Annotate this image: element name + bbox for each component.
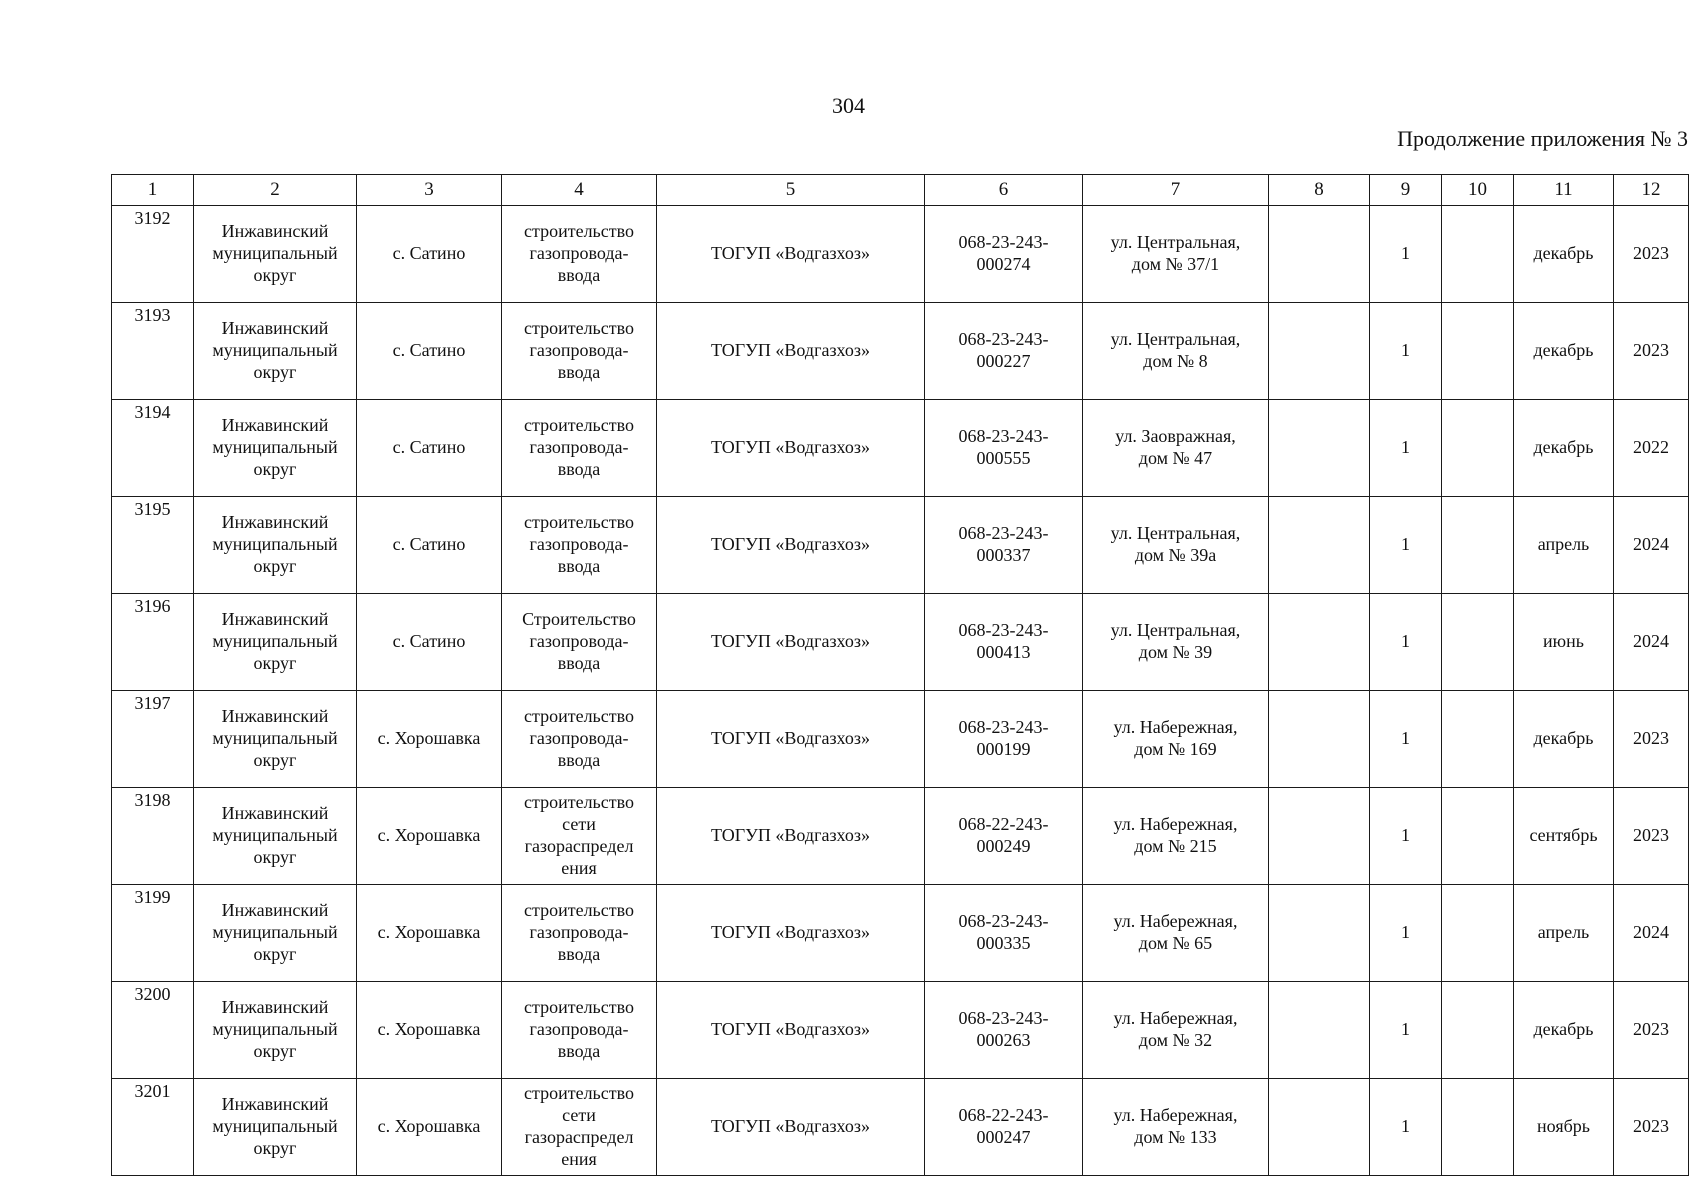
row-number: [112, 788, 194, 885]
row-number: [112, 206, 194, 303]
district-cell-text: Инжавинский муниципальный округ: [212, 1094, 338, 1158]
locality-cell: [357, 497, 502, 594]
row-number-text: 3195: [134, 499, 171, 519]
year-cell-text: 2023: [1633, 243, 1669, 264]
district-cell: [194, 497, 357, 594]
table-row: [112, 594, 1689, 691]
locality-cell: [357, 691, 502, 788]
month-cell-text: апрель: [1537, 922, 1590, 943]
row-number-text: 3201: [134, 1081, 171, 1101]
district-cell: [194, 982, 357, 1079]
address-cell: [1083, 885, 1269, 982]
address-cell: [1083, 400, 1269, 497]
column-header-12: 12: [1614, 175, 1689, 206]
locality-cell-text: с. Сатино: [392, 437, 466, 458]
quantity-cell-text: 1: [1401, 1116, 1410, 1137]
row-number-text: 3196: [134, 596, 171, 616]
month-cell-text: июнь: [1543, 631, 1584, 652]
row-number: [112, 497, 194, 594]
application-code-cell-text: 068-23-243- 000555: [958, 426, 1049, 468]
column-10-cell: [1442, 982, 1514, 1079]
column-10-cell: [1442, 885, 1514, 982]
quantity-cell-text: 1: [1401, 1019, 1410, 1040]
month-cell-text: декабрь: [1533, 340, 1594, 361]
work-type-cell: [502, 594, 657, 691]
work-type-cell-text: строительство сети газораспредел ения: [524, 792, 634, 878]
row-number-text: 3194: [134, 402, 171, 422]
table-row: [112, 885, 1689, 982]
locality-cell-text: с. Сатино: [392, 534, 466, 555]
organization-cell-text: ТОГУП «Водгазхоз»: [711, 340, 870, 361]
address-cell-text: ул. Набережная, дом № 169: [1113, 717, 1238, 759]
district-cell: [194, 303, 357, 400]
row-number: [112, 1079, 194, 1176]
locality-cell: [357, 400, 502, 497]
table-row: [112, 691, 1689, 788]
district-cell-text: Инжавинский муниципальный округ: [212, 221, 338, 285]
year-cell-text: 2024: [1633, 534, 1669, 555]
year-cell-text: 2023: [1633, 1116, 1669, 1137]
locality-cell: [357, 206, 502, 303]
column-10-cell: [1442, 206, 1514, 303]
work-type-cell-text: строительство газопровода- ввода: [524, 221, 634, 285]
organization-cell: [657, 1079, 925, 1176]
work-type-cell: [502, 206, 657, 303]
district-cell-text: Инжавинский муниципальный округ: [212, 803, 338, 867]
year-cell: [1614, 303, 1689, 400]
work-type-cell-text: строительство газопровода- ввода: [524, 706, 634, 770]
year-cell: [1614, 594, 1689, 691]
year-cell: [1614, 885, 1689, 982]
quantity-cell-text: 1: [1401, 922, 1410, 943]
application-code-cell: [925, 788, 1083, 885]
quantity-cell-text: 1: [1401, 631, 1410, 652]
appendix-continuation-note: Продолжение приложения № 3: [1397, 126, 1688, 151]
column-header-3: 3: [357, 175, 502, 206]
organization-cell-text: ТОГУП «Водгазхоз»: [711, 922, 870, 943]
address-cell-text: ул. Заовражная, дом № 47: [1115, 426, 1236, 468]
organization-cell: [657, 206, 925, 303]
column-8-cell: [1269, 885, 1370, 982]
district-cell-text: Инжавинский муниципальный округ: [212, 415, 338, 479]
month-cell: [1514, 691, 1614, 788]
row-number-text: 3192: [134, 208, 171, 228]
table-row: [112, 497, 1689, 594]
organization-cell: [657, 400, 925, 497]
month-cell: [1514, 206, 1614, 303]
application-code-cell-text: 068-23-243- 000199: [958, 717, 1049, 759]
row-number-text: 3199: [134, 887, 171, 907]
month-cell: [1514, 885, 1614, 982]
locality-cell-text: с. Хорошавка: [377, 1116, 481, 1137]
district-cell: [194, 594, 357, 691]
application-code-cell-text: 068-23-243- 000227: [958, 329, 1049, 371]
month-cell-text: декабрь: [1533, 728, 1594, 749]
application-code-cell: [925, 982, 1083, 1079]
district-cell-text: Инжавинский муниципальный округ: [212, 318, 338, 382]
month-cell: [1514, 788, 1614, 885]
organization-cell-text: ТОГУП «Водгазхоз»: [711, 631, 870, 652]
year-cell-text: 2023: [1633, 1019, 1669, 1040]
locality-cell-text: с. Хорошавка: [377, 825, 481, 846]
address-cell: [1083, 497, 1269, 594]
row-number: [112, 691, 194, 788]
year-cell: [1614, 400, 1689, 497]
year-cell: [1614, 206, 1689, 303]
application-code-cell-text: 068-23-243- 000335: [958, 911, 1049, 953]
column-header-2: 2: [194, 175, 357, 206]
month-cell-text: декабрь: [1533, 437, 1594, 458]
work-type-cell-text: строительство газопровода- ввода: [524, 318, 634, 382]
district-cell: [194, 400, 357, 497]
column-header-9: 9: [1370, 175, 1442, 206]
address-cell-text: ул. Центральная, дом № 37/1: [1110, 232, 1241, 274]
table-row: [112, 400, 1689, 497]
work-type-cell: [502, 982, 657, 1079]
table-row: [112, 982, 1689, 1079]
month-cell: [1514, 1079, 1614, 1176]
locality-cell: [357, 594, 502, 691]
application-code-cell-text: 068-23-243- 000263: [958, 1008, 1049, 1050]
application-code-cell: [925, 1079, 1083, 1176]
locality-cell: [357, 1079, 502, 1176]
month-cell: [1514, 303, 1614, 400]
column-8-cell: [1269, 206, 1370, 303]
row-number-text: 3193: [134, 305, 171, 325]
year-cell-text: 2023: [1633, 340, 1669, 361]
address-cell: [1083, 594, 1269, 691]
address-cell: [1083, 206, 1269, 303]
work-type-cell: [502, 400, 657, 497]
table-row: [112, 303, 1689, 400]
district-cell: [194, 1079, 357, 1176]
organization-cell: [657, 594, 925, 691]
column-header-1: 1: [112, 175, 194, 206]
address-cell-text: ул. Центральная, дом № 8: [1110, 329, 1241, 371]
organization-cell: [657, 982, 925, 1079]
locality-cell: [357, 982, 502, 1079]
column-8-cell: [1269, 788, 1370, 885]
locality-cell-text: с. Хорошавка: [377, 1019, 481, 1040]
address-cell-text: ул. Набережная, дом № 32: [1113, 1008, 1238, 1050]
district-cell: [194, 691, 357, 788]
row-number-text: 3198: [134, 790, 171, 810]
month-cell-text: ноябрь: [1537, 1116, 1590, 1137]
address-cell-text: ул. Набережная, дом № 65: [1113, 911, 1238, 953]
column-header-10: 10: [1442, 175, 1514, 206]
year-cell-text: 2024: [1633, 922, 1669, 943]
district-cell: [194, 206, 357, 303]
work-type-cell: [502, 691, 657, 788]
work-type-cell: [502, 788, 657, 885]
month-cell-text: декабрь: [1533, 1019, 1594, 1040]
address-cell: [1083, 303, 1269, 400]
row-number: [112, 594, 194, 691]
application-code-cell: [925, 303, 1083, 400]
month-cell: [1514, 497, 1614, 594]
table-row: [112, 788, 1689, 885]
table-row: [112, 1079, 1689, 1176]
column-header-8: 8: [1269, 175, 1370, 206]
locality-cell: [357, 885, 502, 982]
locality-cell-text: с. Хорошавка: [377, 922, 481, 943]
organization-cell-text: ТОГУП «Водгазхоз»: [711, 1116, 870, 1137]
year-cell-text: 2023: [1633, 825, 1669, 846]
application-code-cell: [925, 885, 1083, 982]
row-number: [112, 400, 194, 497]
application-code-cell: [925, 594, 1083, 691]
row-number-text: 3200: [134, 984, 171, 1004]
work-type-cell-text: Строительство газопровода- ввода: [522, 609, 636, 673]
application-code-cell: [925, 400, 1083, 497]
locality-cell: [357, 788, 502, 885]
work-type-cell-text: строительство газопровода- ввода: [524, 900, 634, 964]
organization-cell: [657, 885, 925, 982]
organization-cell-text: ТОГУП «Водгазхоз»: [711, 728, 870, 749]
quantity-cell: [1370, 497, 1442, 594]
application-code-cell: [925, 206, 1083, 303]
work-type-cell: [502, 885, 657, 982]
year-cell-text: 2022: [1633, 437, 1669, 458]
column-header-4: 4: [502, 175, 657, 206]
work-type-cell: [502, 1079, 657, 1176]
column-8-cell: [1269, 594, 1370, 691]
address-cell-text: ул. Набережная, дом № 215: [1113, 814, 1238, 856]
quantity-cell: [1370, 206, 1442, 303]
year-cell: [1614, 1079, 1689, 1176]
column-10-cell: [1442, 497, 1514, 594]
organization-cell: [657, 788, 925, 885]
application-code-cell-text: 068-22-243- 000249: [958, 814, 1049, 856]
page-number: 304: [832, 93, 865, 118]
organization-cell-text: ТОГУП «Водгазхоз»: [711, 243, 870, 264]
locality-cell: [357, 303, 502, 400]
quantity-cell: [1370, 691, 1442, 788]
address-cell: [1083, 982, 1269, 1079]
quantity-cell: [1370, 400, 1442, 497]
work-type-cell-text: строительство газопровода- ввода: [524, 512, 634, 576]
year-cell: [1614, 788, 1689, 885]
column-10-cell: [1442, 1079, 1514, 1176]
row-number: [112, 982, 194, 1079]
work-type-cell-text: строительство сети газораспредел ения: [524, 1083, 634, 1169]
quantity-cell: [1370, 885, 1442, 982]
work-type-cell: [502, 303, 657, 400]
locality-cell-text: с. Сатино: [392, 340, 466, 361]
column-10-cell: [1442, 788, 1514, 885]
year-cell: [1614, 982, 1689, 1079]
application-code-cell-text: 068-22-243- 000247: [958, 1105, 1049, 1147]
column-header-5: 5: [657, 175, 925, 206]
table-row: [112, 206, 1689, 303]
column-10-cell: [1442, 400, 1514, 497]
organization-cell: [657, 691, 925, 788]
column-10-cell: [1442, 691, 1514, 788]
quantity-cell-text: 1: [1401, 437, 1410, 458]
application-code-cell-text: 068-23-243- 000413: [958, 620, 1049, 662]
district-cell-text: Инжавинский муниципальный округ: [212, 609, 338, 673]
address-cell: [1083, 1079, 1269, 1176]
application-code-cell-text: 068-23-243- 000274: [958, 232, 1049, 274]
quantity-cell-text: 1: [1401, 534, 1410, 555]
month-cell-text: апрель: [1537, 534, 1590, 555]
year-cell-text: 2023: [1633, 728, 1669, 749]
district-cell-text: Инжавинский муниципальный округ: [212, 512, 338, 576]
application-code-cell-text: 068-23-243- 000337: [958, 523, 1049, 565]
work-type-cell-text: строительство газопровода- ввода: [524, 997, 634, 1061]
year-cell: [1614, 497, 1689, 594]
quantity-cell: [1370, 982, 1442, 1079]
address-cell-text: ул. Центральная, дом № 39: [1110, 620, 1241, 662]
month-cell-text: сентябрь: [1529, 825, 1598, 846]
district-cell-text: Инжавинский муниципальный округ: [212, 900, 338, 964]
quantity-cell-text: 1: [1401, 243, 1410, 264]
quantity-cell-text: 1: [1401, 340, 1410, 361]
quantity-cell: [1370, 594, 1442, 691]
district-cell-text: Инжавинский муниципальный округ: [212, 997, 338, 1061]
month-cell: [1514, 400, 1614, 497]
quantity-cell: [1370, 1079, 1442, 1176]
column-header-11: 11: [1514, 175, 1614, 206]
address-cell: [1083, 788, 1269, 885]
work-type-cell-text: строительство газопровода- ввода: [524, 415, 634, 479]
row-number: [112, 885, 194, 982]
organization-cell: [657, 303, 925, 400]
table-header-row: [112, 175, 1689, 206]
column-8-cell: [1269, 497, 1370, 594]
organization-cell-text: ТОГУП «Водгазхоз»: [711, 1019, 870, 1040]
district-cell: [194, 788, 357, 885]
column-10-cell: [1442, 303, 1514, 400]
row-number-text: 3197: [134, 693, 171, 713]
month-cell-text: декабрь: [1533, 243, 1594, 264]
application-code-cell: [925, 691, 1083, 788]
month-cell: [1514, 982, 1614, 1079]
column-8-cell: [1269, 982, 1370, 1079]
year-cell-text: 2024: [1633, 631, 1669, 652]
application-code-cell: [925, 497, 1083, 594]
row-number: [112, 303, 194, 400]
organization-cell-text: ТОГУП «Водгазхоз»: [711, 437, 870, 458]
locality-cell-text: с. Хорошавка: [377, 728, 481, 749]
column-header-6: 6: [925, 175, 1083, 206]
gas-connection-table: [111, 174, 1689, 1176]
address-cell: [1083, 691, 1269, 788]
column-header-7: 7: [1083, 175, 1269, 206]
year-cell: [1614, 691, 1689, 788]
organization-cell-text: ТОГУП «Водгазхоз»: [711, 534, 870, 555]
column-8-cell: [1269, 400, 1370, 497]
locality-cell-text: с. Сатино: [392, 243, 466, 264]
organization-cell-text: ТОГУП «Водгазхоз»: [711, 825, 870, 846]
district-cell: [194, 885, 357, 982]
quantity-cell: [1370, 788, 1442, 885]
locality-cell-text: с. Сатино: [392, 631, 466, 652]
column-8-cell: [1269, 691, 1370, 788]
district-cell-text: Инжавинский муниципальный округ: [212, 706, 338, 770]
month-cell: [1514, 594, 1614, 691]
organization-cell: [657, 497, 925, 594]
address-cell-text: ул. Набережная, дом № 133: [1113, 1105, 1238, 1147]
address-cell-text: ул. Центральная, дом № 39а: [1110, 523, 1241, 565]
quantity-cell-text: 1: [1401, 728, 1410, 749]
quantity-cell-text: 1: [1401, 825, 1410, 846]
work-type-cell: [502, 497, 657, 594]
column-8-cell: [1269, 303, 1370, 400]
quantity-cell: [1370, 303, 1442, 400]
column-10-cell: [1442, 594, 1514, 691]
column-8-cell: [1269, 1079, 1370, 1176]
